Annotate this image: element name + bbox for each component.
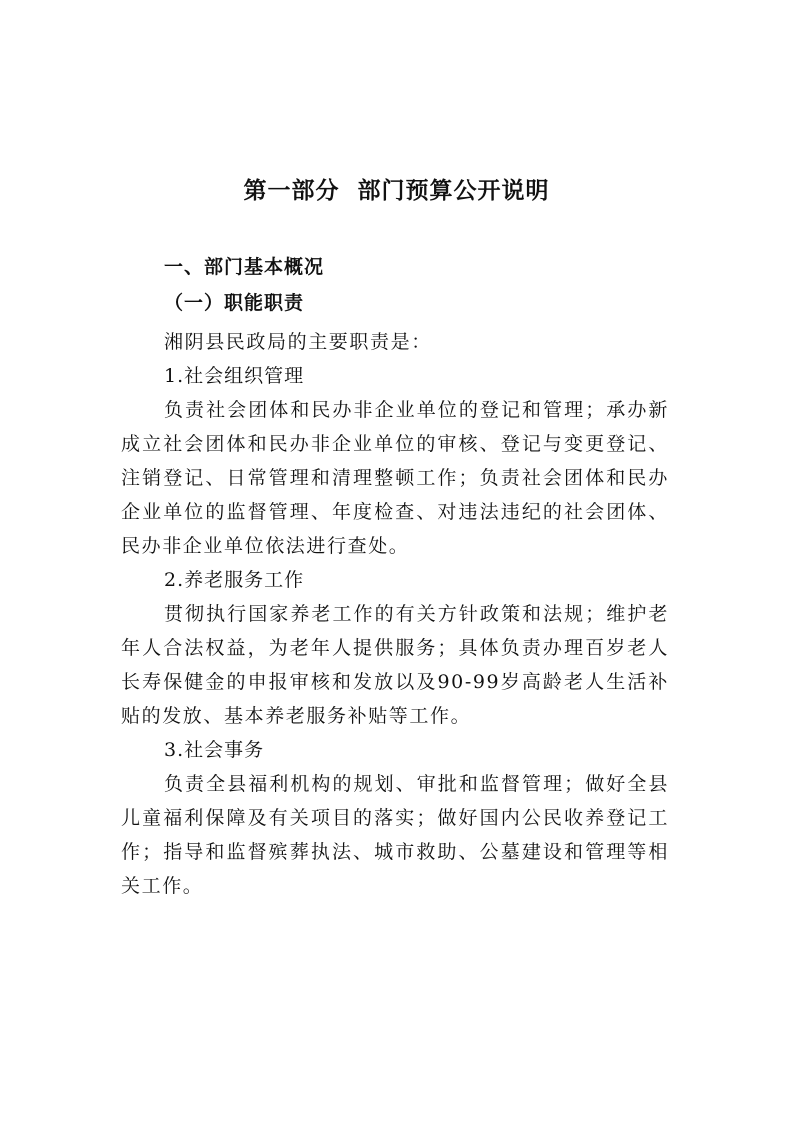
duty-item-title: 1.社会组织管理 xyxy=(164,365,305,387)
duty-item-body: 贯彻执行国家养老工作的有关方针政策和法规；维护老年人合法权益，为老年人提供服务；具体负责办理百岁老人长寿保健金的申报审核和发放以及90-99岁高龄老人生活补贴的发放、基本养老服务补贴等工作。 xyxy=(121,603,669,727)
subsection-heading: （一）职能职责 xyxy=(164,292,305,314)
document-body xyxy=(121,255,669,903)
duty-item-body: 负责全县福利机构的规划、审批和监督管理；做好全县儿童福利保障及有关项目的落实；做好国内公民收养登记工作；指导和监督殡葬执法、城市救助、公墓建设和管理等相关工作。 xyxy=(121,773,669,897)
page-title: 第一部分 部门预算公开说明 xyxy=(243,178,550,204)
section-heading: 一、部门基本概况 xyxy=(164,256,325,278)
duty-item-title: 2.养老服务工作 xyxy=(164,569,305,591)
duty-item-body: 负责社会团体和民办非企业单位的登记和管理；承办新成立社会团体和民办非企业单位的审核、登记与变更登记、注销登记、日常管理和清理整顿工作；负责社会团体和民办企业单位的监督管理、年度检查、对违法违纪的社会团体、民办非企业单位依法进行查处。 xyxy=(121,399,669,557)
duty-item-title: 3.社会事务 xyxy=(164,739,265,761)
intro-paragraph: 湘阴县民政局的主要职责是： xyxy=(164,331,432,353)
